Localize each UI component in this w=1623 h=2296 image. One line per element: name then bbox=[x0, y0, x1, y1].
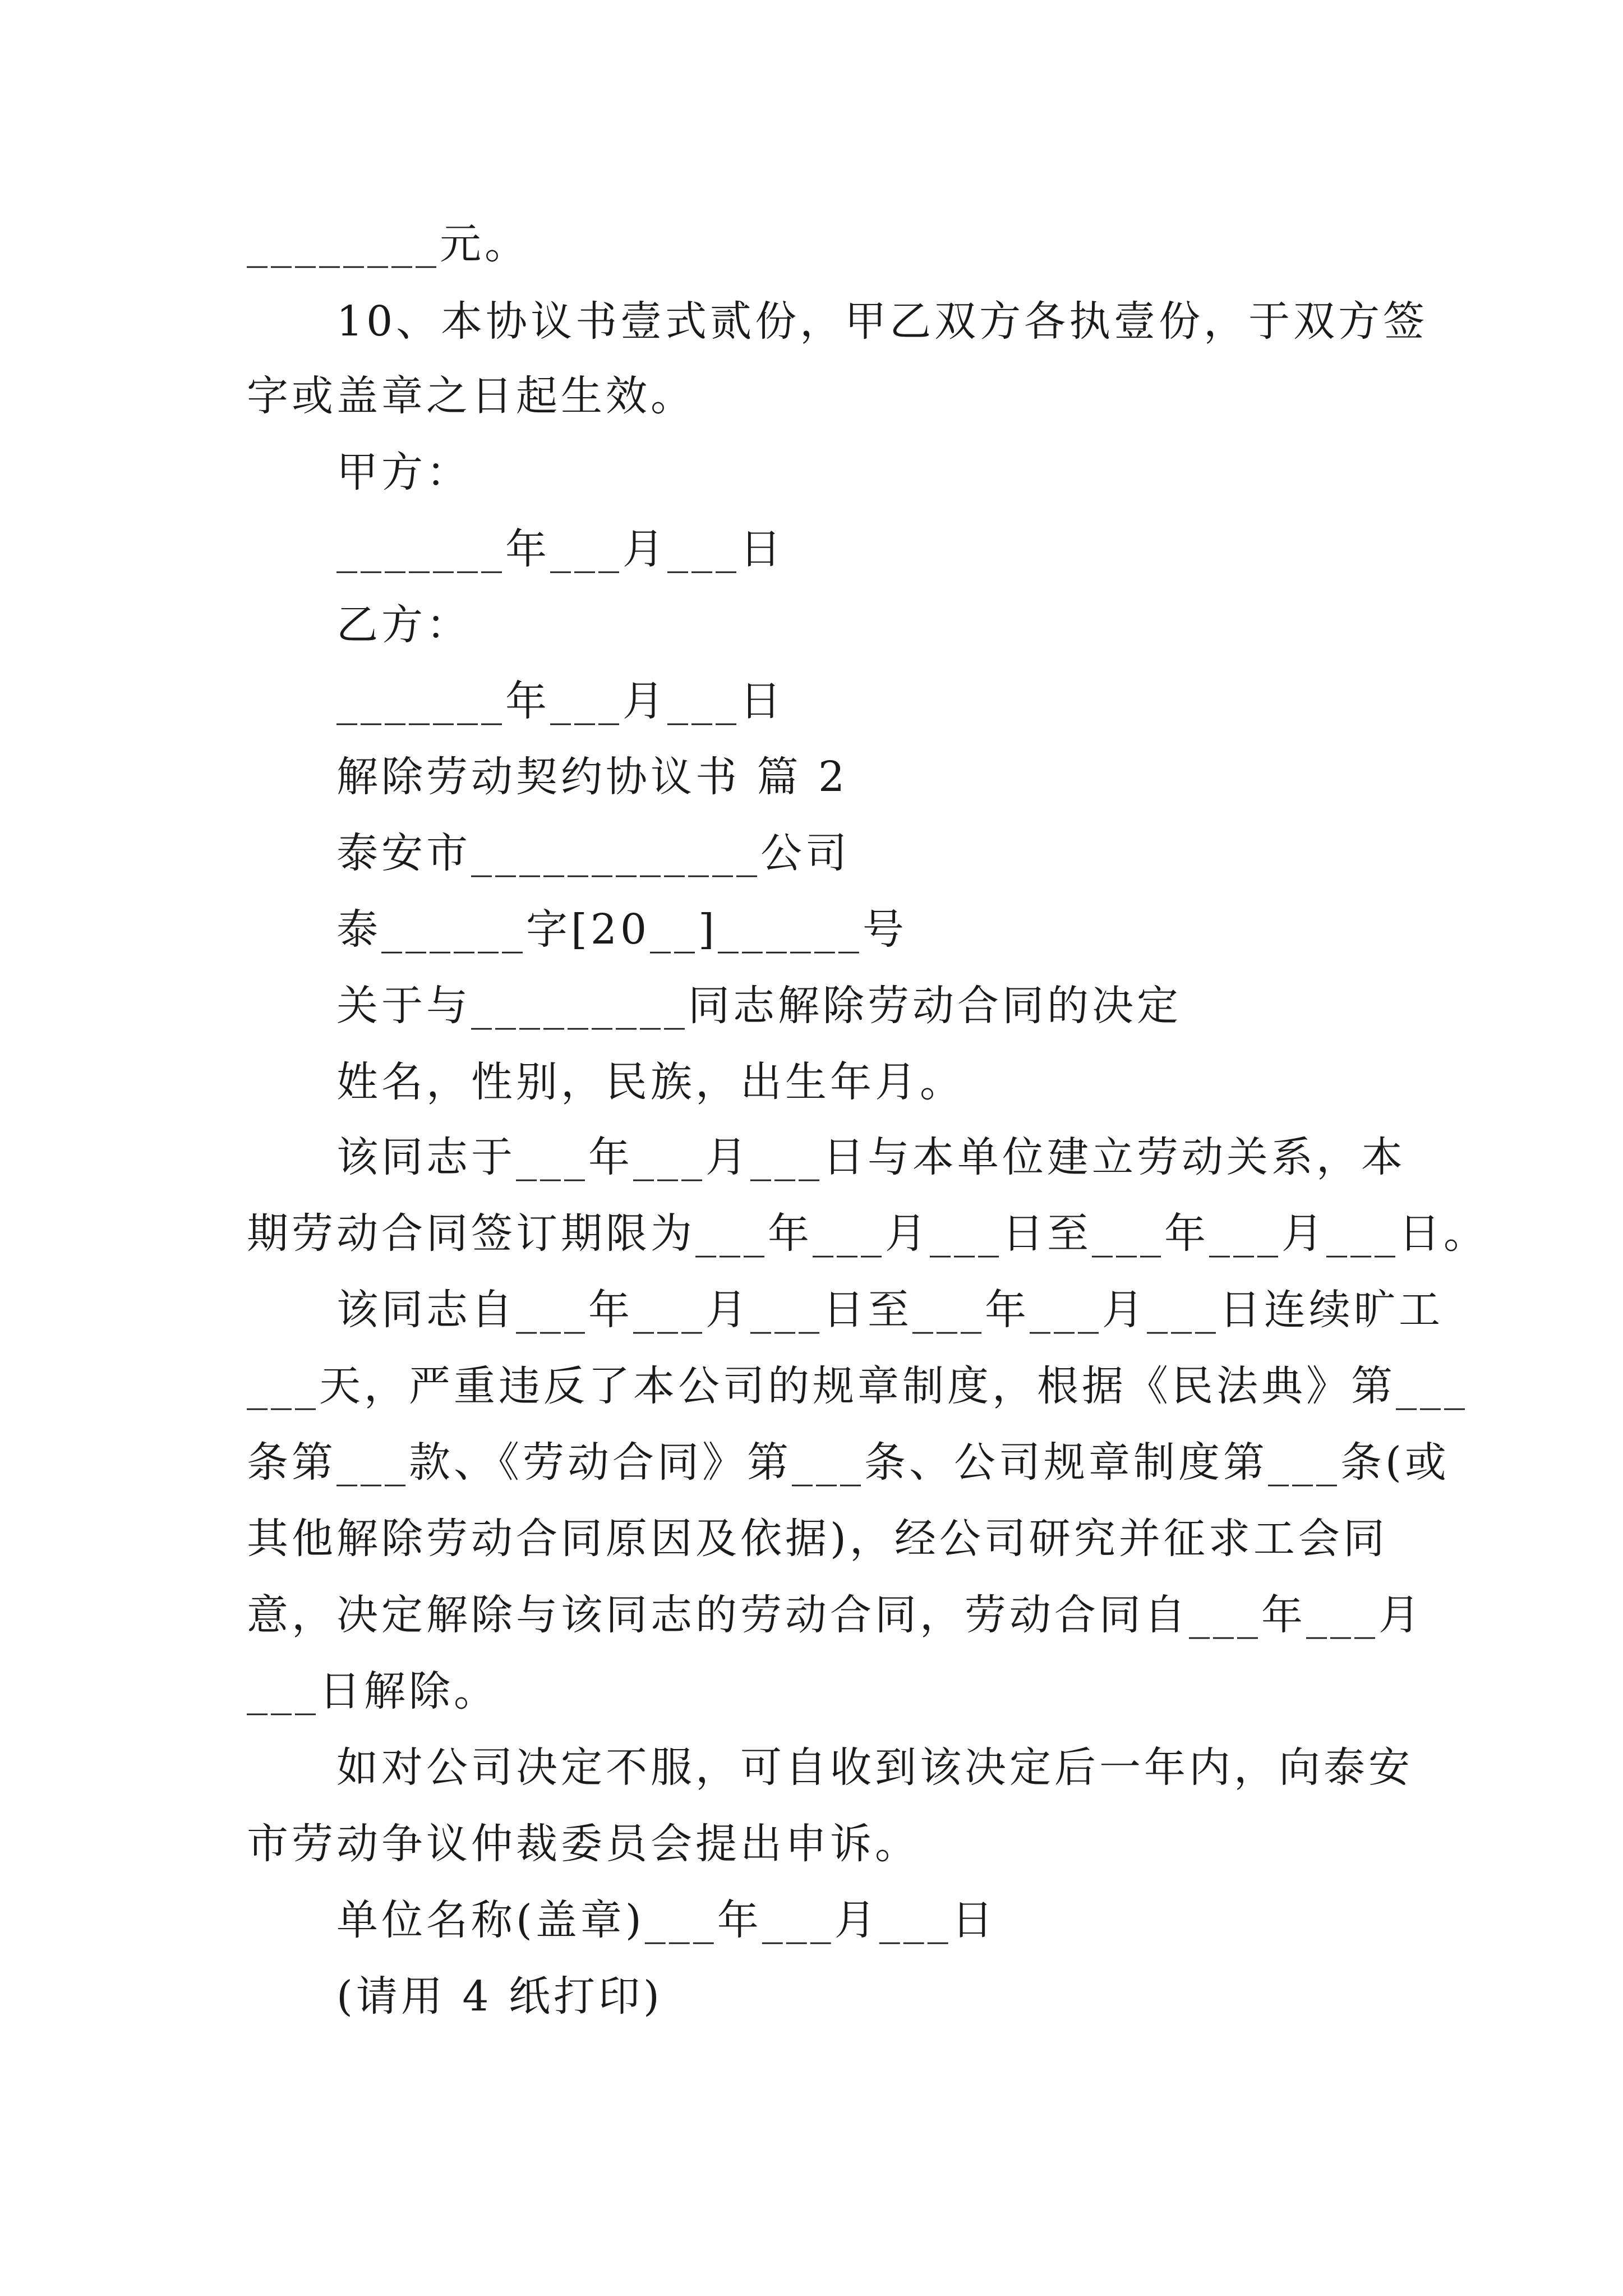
signature-line: 单位名称(盖章)___年___月___日 bbox=[336, 1896, 997, 1944]
text-line: 意，决定解除与该同志的劳动合同，劳动合同自___年___月 bbox=[247, 1591, 1423, 1639]
date-line: _______年___月___日 bbox=[336, 525, 785, 573]
text-line: 泰安市____________公司 bbox=[336, 829, 850, 877]
date-line: _______年___月___日 bbox=[336, 677, 785, 725]
text-line: 市劳动争议仲裁委员会提出申诉。 bbox=[247, 1820, 920, 1868]
text-line: 乙方： bbox=[336, 601, 471, 649]
section-heading: 解除劳动契约协议书 篇 2 bbox=[336, 753, 849, 801]
text-line: 字或盖章之日起生效。 bbox=[247, 372, 695, 420]
text-line: 该同志自___年___月___日至___年___月___日连续旷工 bbox=[336, 1286, 1444, 1334]
text-line: 关于与_________同志解除劳动合同的决定 bbox=[336, 982, 1182, 1030]
text-line: (请用 4 纸打印) bbox=[336, 1972, 663, 2021]
text-line: 泰______字[20__]______号 bbox=[336, 905, 907, 954]
text-line: 该同志于___年___月___日与本单位建立劳动关系，本 bbox=[336, 1133, 1406, 1181]
text-line: 条第___款、《劳动合同》第___条、公司规章制度第___条(或 bbox=[247, 1438, 1450, 1487]
text-line: 如对公司决定不服，可自收到该决定后一年内，向泰安 bbox=[336, 1743, 1413, 1792]
text-line: 其他解除劳动合同原因及依据)，经公司研究并征求工会同 bbox=[247, 1515, 1388, 1563]
text-line: 10、本协议书壹式贰份，甲乙双方各执壹份，于双方签 bbox=[336, 297, 1428, 346]
text-line: ___日解除。 bbox=[247, 1667, 499, 1715]
text-line: 甲方： bbox=[336, 448, 471, 496]
text-line: 期劳动合同签订期限为___年___月___日至___年___月___日。 bbox=[247, 1209, 1488, 1258]
text-line: ________元。 bbox=[247, 220, 529, 268]
text-line: 姓名，性别，民族，出生年月。 bbox=[336, 1058, 965, 1106]
text-line: ___天，严重违反了本公司的规章制度，根据《民法典》第___ bbox=[247, 1362, 1468, 1410]
